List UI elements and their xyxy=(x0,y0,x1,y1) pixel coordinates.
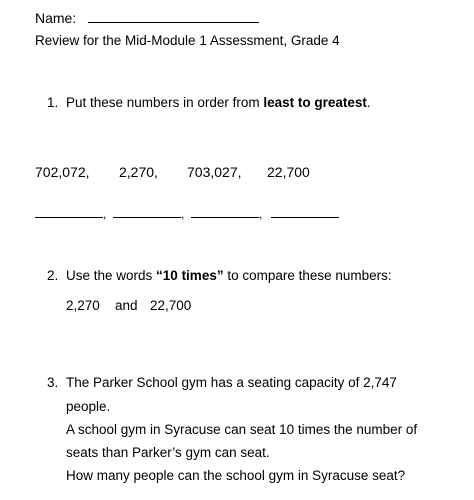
number-item: 702,072, xyxy=(35,164,90,180)
worksheet-title: Review for the Mid-Module 1 Assessment, Grade 4 xyxy=(35,33,340,48)
question-3-line: people. xyxy=(66,399,111,414)
compare-value-a: 2,270 xyxy=(66,298,100,313)
answer-blank-4[interactable] xyxy=(271,217,339,218)
question-1-text-bold: least to greatest xyxy=(263,95,367,110)
question-2-conjunction: and xyxy=(115,298,138,313)
question-3-line: seats than Parker’s gym can seat. xyxy=(66,445,270,460)
question-3-line: The Parker School gym has a seating capacity of 2,747 xyxy=(66,375,397,390)
question-2-values xyxy=(66,299,100,313)
question-3 xyxy=(47,376,397,390)
answer-blank-1[interactable] xyxy=(35,217,103,218)
blank-separator: , xyxy=(259,207,263,221)
number-item: 703,027, xyxy=(187,164,242,180)
question-2-text-before: Use the words xyxy=(66,268,157,283)
number-item: 22,700 xyxy=(267,164,310,180)
question-1 xyxy=(47,96,371,110)
question-2-text-after: to compare these numbers: xyxy=(223,268,392,283)
name-label: Name: xyxy=(35,10,77,26)
name-blank-line xyxy=(88,9,259,23)
question-2-text-bold: “10 times” xyxy=(156,268,224,283)
number-item: 2,270, xyxy=(119,164,158,180)
question-2-number: 2. xyxy=(47,268,59,283)
blank-separator: , xyxy=(103,207,107,221)
question-3-number: 3. xyxy=(47,375,59,390)
answer-blank-3[interactable] xyxy=(191,217,259,218)
question-1-text-before: Put these numbers in order from xyxy=(66,95,264,110)
name-row xyxy=(35,9,259,25)
answer-blank-2[interactable] xyxy=(113,217,181,218)
compare-value-b: 22,700 xyxy=(150,298,192,313)
question-1-text-after: . xyxy=(366,95,371,110)
question-3-line: A school gym in Syracuse can seat 10 times the number of xyxy=(66,422,418,437)
question-3-line: How many people can the school gym in Syracuse seat? xyxy=(66,468,406,483)
question-1-number: 1. xyxy=(47,95,59,110)
question-2 xyxy=(47,269,392,283)
blank-separator: , xyxy=(181,207,185,221)
